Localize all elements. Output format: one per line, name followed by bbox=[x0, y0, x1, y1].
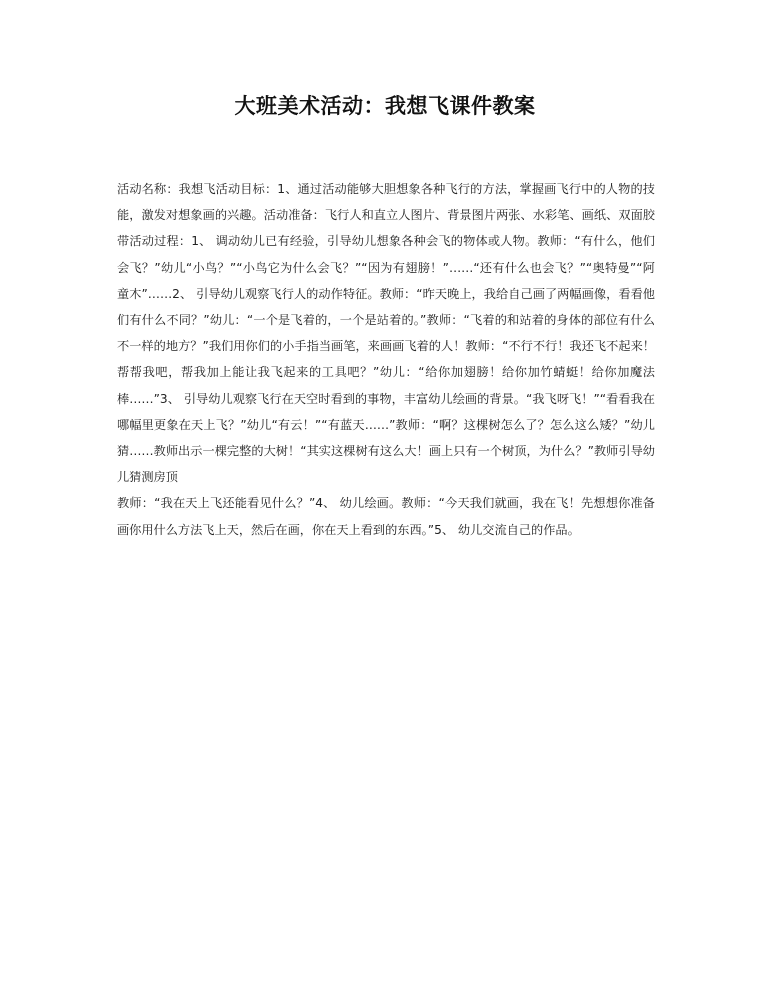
document-body bbox=[117, 176, 655, 543]
body-paragraph: 教师：“我在天上飞还能看见什么？”4、 幼儿绘画。教师：“今天我们就画，我在飞！先想想你准备画你用什么方法飞上天，然后在画，你在天上看到的东西。”5、 幼儿交流自己的作品。 bbox=[117, 496, 655, 537]
document-title: 大班美术活动：我想飞课件教案 bbox=[234, 93, 536, 118]
body-paragraph: 活动名称：我想飞活动目标：1、通过活动能够大胆想象各种飞行的方法，掌握画飞行中的人物的技能，激发对想象画的兴趣。活动准备：飞行人和直立人图片、背景图片两张、水彩笔、画纸、双面胶带活动过程：1、 调动幼儿已有经验，引导幼儿想象各种会飞的物体或人物。教师：“有什么，他们会飞？”幼儿“小鸟？”“小鸟它为什么会飞？”“因为有翅膀！”……“还有什么也会飞？”“奥特曼”“阿童木”……2、 引导幼儿观察飞行人的动作特征。教师：“昨天晚上，我给自己画了两幅画像，看看他们有什么不同？”幼儿：“一个是飞着的，一个是站着的。”教师：“飞着的和站着的身体的部位有什么不一样的地方？”我们用你们的小手指当画笔，来画画飞着的人！教师：“不行不行！我还飞不起来！帮帮我吧，帮我加上能让我飞起来的工具吧？”幼儿：“给你加翅膀！给你加竹蜻蜓！给你加魔法棒……”3、 引导幼儿观察飞行在天空时看到的事物，丰富幼儿绘画的背景。“我飞呀飞！”“看看我在哪幅里更象在天上飞？”幼儿“有云！”“有蓝天……”教师：“啊？这棵树怎么了？怎么这么矮？”幼儿猜……教师出示一棵完整的大树！“其实这棵树有这么大！画上只有一个树顶，为什么？”教师引导幼儿猜测房顶 bbox=[117, 182, 655, 485]
